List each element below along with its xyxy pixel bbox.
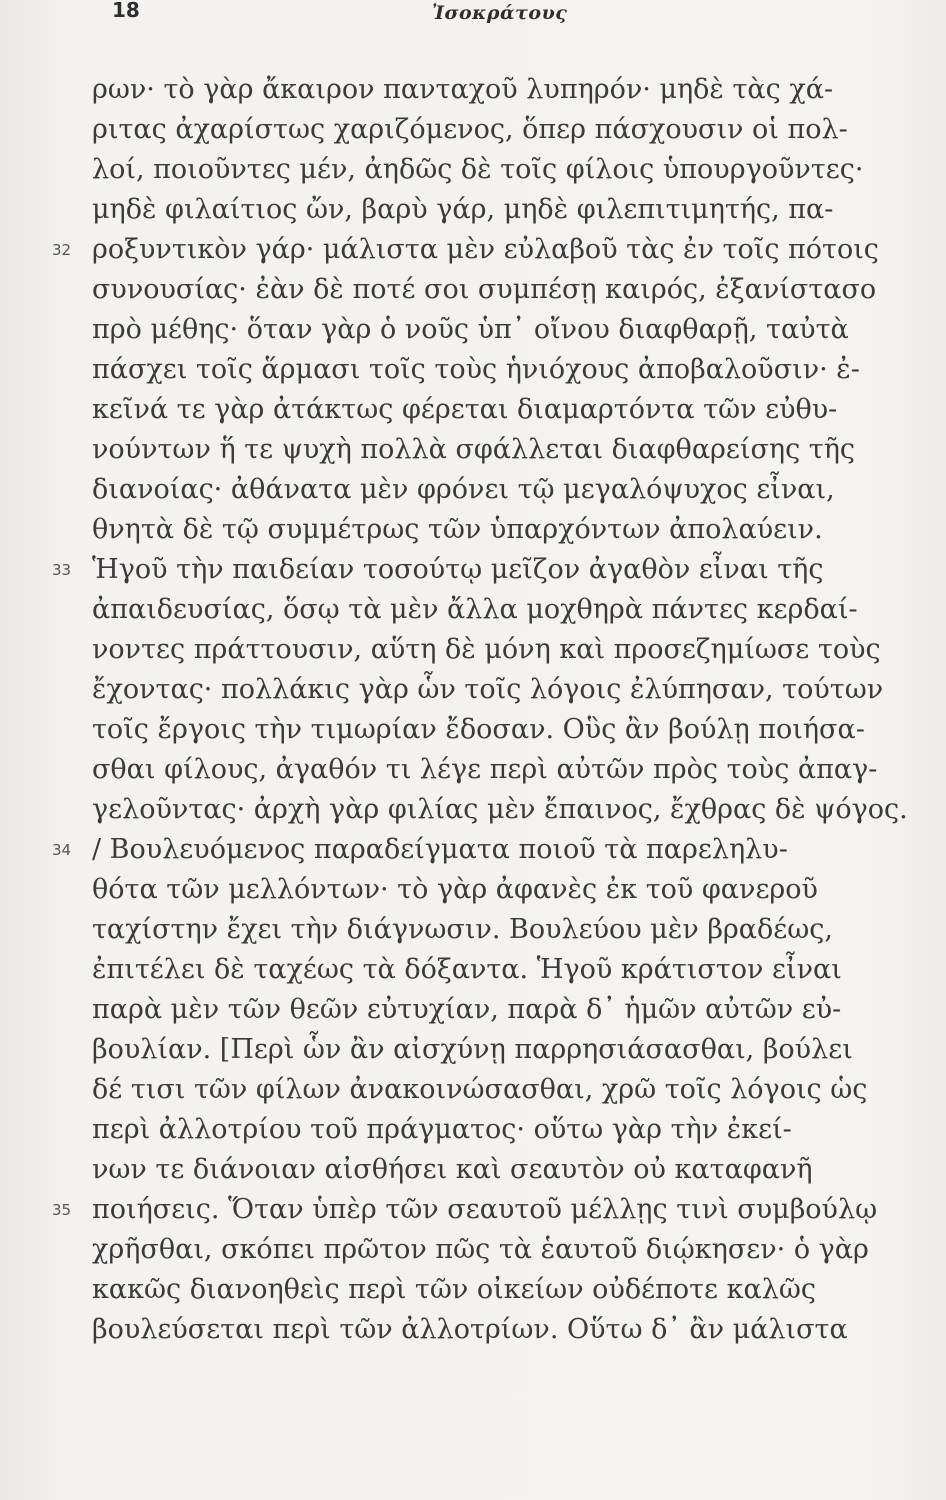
text-line: βουλεύσεται περὶ τῶν ἀλλοτρίων. Οὕτω δ᾽ ἂν μάλιστα — [92, 1314, 848, 1345]
text-line: ἐπιτέλει δὲ ταχέως τὰ δόξαντα. Ἡγοῦ κράτιστον εἶναι — [92, 954, 842, 985]
text-line: περὶ ἀλλοτρίου τοῦ πράγματος· οὕτω γὰρ τὴν ἐκεί- — [92, 1114, 792, 1145]
text-line: ἀπαιδευσίας, ὅσῳ τὰ μὲν ἄλλα μοχθηρὰ πάντες κερδαί- — [92, 594, 858, 625]
section-number: 33 — [52, 561, 72, 579]
text-line: σθαι φίλους, ἀγαθόν τι λέγε περὶ αὐτῶν πρὸς τοὺς ἀπαγ- — [92, 754, 878, 785]
section-number: 34 — [52, 841, 72, 859]
text-line: τοῖς ἔργοις τὴν τιμωρίαν ἔδοσαν. Οὓς ἂν βούλῃ ποιήσα- — [92, 714, 865, 745]
text-line: μηδὲ φιλαίτιος ὤν, βαρὺ γάρ, μηδὲ φιλεπιτιμητής, πα- — [92, 194, 834, 225]
section-number: 32 — [52, 241, 72, 259]
text-line: ρων· τὸ γὰρ ἄκαιρον πανταχοῦ λυπηρόν· μηδὲ τὰς χά- — [92, 74, 834, 105]
text-line: πρὸ μέθης· ὅταν γὰρ ὁ νοῦς ὑπ᾽ οἴνου διαφθαρῇ, ταὐτὰ — [92, 314, 849, 345]
text-line: ταχίστην ἔχει τὴν διάγνωσιν. Βουλεύου μὲν βραδέως, — [92, 914, 833, 945]
text-line: διανοίας· ἀθάνατα μὲν φρόνει τῷ μεγαλόψυχος εἶναι, — [92, 474, 835, 505]
text-line: Ἡγοῦ τὴν παιδείαν τοσούτῳ μεῖζον ἀγαθὸν εἶναι τῆς — [92, 554, 824, 585]
text-line: δέ τισι τῶν φίλων ἀνακοινώσασθαι, χρῶ τοῖς λόγοις ὡς — [92, 1074, 868, 1105]
page-number: 18 — [112, 0, 140, 22]
text-line: κακῶς διανοηθεὶς περὶ τῶν οἰκείων οὐδέποτε καλῶς — [92, 1274, 816, 1305]
text-line: λοί, ποιοῦντες μέν, ἀηδῶς δὲ τοῖς φίλοις ὑπουργοῦντες· — [92, 154, 864, 185]
text-line: νούντων ἥ τε ψυχὴ πολλὰ σφάλλεται διαφθαρείσης τῆς — [92, 434, 856, 465]
text-line: ποιήσεις. Ὅταν ὑπὲρ τῶν σεαυτοῦ μέλλῃς τινὶ συμβούλῳ — [92, 1194, 878, 1225]
text-line: κεῖνά τε γὰρ ἀτάκτως φέρεται διαμαρτόντα τῶν εὐθυ- — [92, 394, 838, 425]
text-line: θότα τῶν μελλόντων· τὸ γὰρ ἀφανὲς ἐκ τοῦ φανεροῦ — [92, 874, 818, 905]
text-line: ριτας ἀχαρίστως χαριζόμενος, ὅπερ πάσχουσιν οἱ πολ- — [92, 114, 848, 145]
text-line: θνητὰ δὲ τῷ συμμέτρως τῶν ὑπαρχόντων ἀπολαύειν. — [92, 514, 823, 545]
text-line: νων τε διάνοιαν αἰσθήσει καὶ σεαυτὸν οὐ καταφανῆ — [92, 1154, 813, 1185]
text-line: χρῆσθαι, σκόπει πρῶτον πῶς τὰ ἑαυτοῦ διῴκησεν· ὁ γὰρ — [92, 1234, 869, 1265]
text-line: παρὰ μὲν τῶν θεῶν εὐτυχίαν, παρὰ δ᾽ ἡμῶν αὐτῶν εὐ- — [92, 994, 842, 1025]
text-line: ροξυντικὸν γάρ· μάλιστα μὲν εὐλαβοῦ τὰς ἐν τοῖς πότοις — [92, 234, 879, 265]
section-number: 35 — [52, 1201, 72, 1219]
text-line: / Βουλευόμενος παραδείγματα ποιοῦ τὰ παρεληλυ- — [92, 834, 788, 865]
text-line: ἔχοντας· πολλάκις γὰρ ὧν τοῖς λόγοις ἐλύπησαν, τούτων — [92, 674, 884, 705]
text-line: βουλίαν. [Περὶ ὧν ἂν αἰσχύνῃ παρρησιάσασθαι, βούλει — [92, 1034, 853, 1065]
text-line: συνουσίας· ἐὰν δὲ ποτέ σοι συμπέσῃ καιρός, ἐξανίστασο — [92, 274, 877, 305]
running-title: Ἰσοκράτους — [432, 2, 568, 24]
text-line: πάσχει τοῖς ἅρμασι τοῖς τοὺς ἡνιόχους ἀποβαλοῦσιν· ἐ- — [92, 354, 860, 385]
text-line: νοντες πράττουσιν, αὕτη δὲ μόνη καὶ προσεζημίωσε τοὺς — [92, 634, 881, 665]
page-header — [0, 0, 946, 34]
text-line: γελοῦντας· ἀρχὴ γὰρ φιλίας μὲν ἔπαινος, ἔχθρας δὲ ψόγος. — [92, 794, 908, 825]
